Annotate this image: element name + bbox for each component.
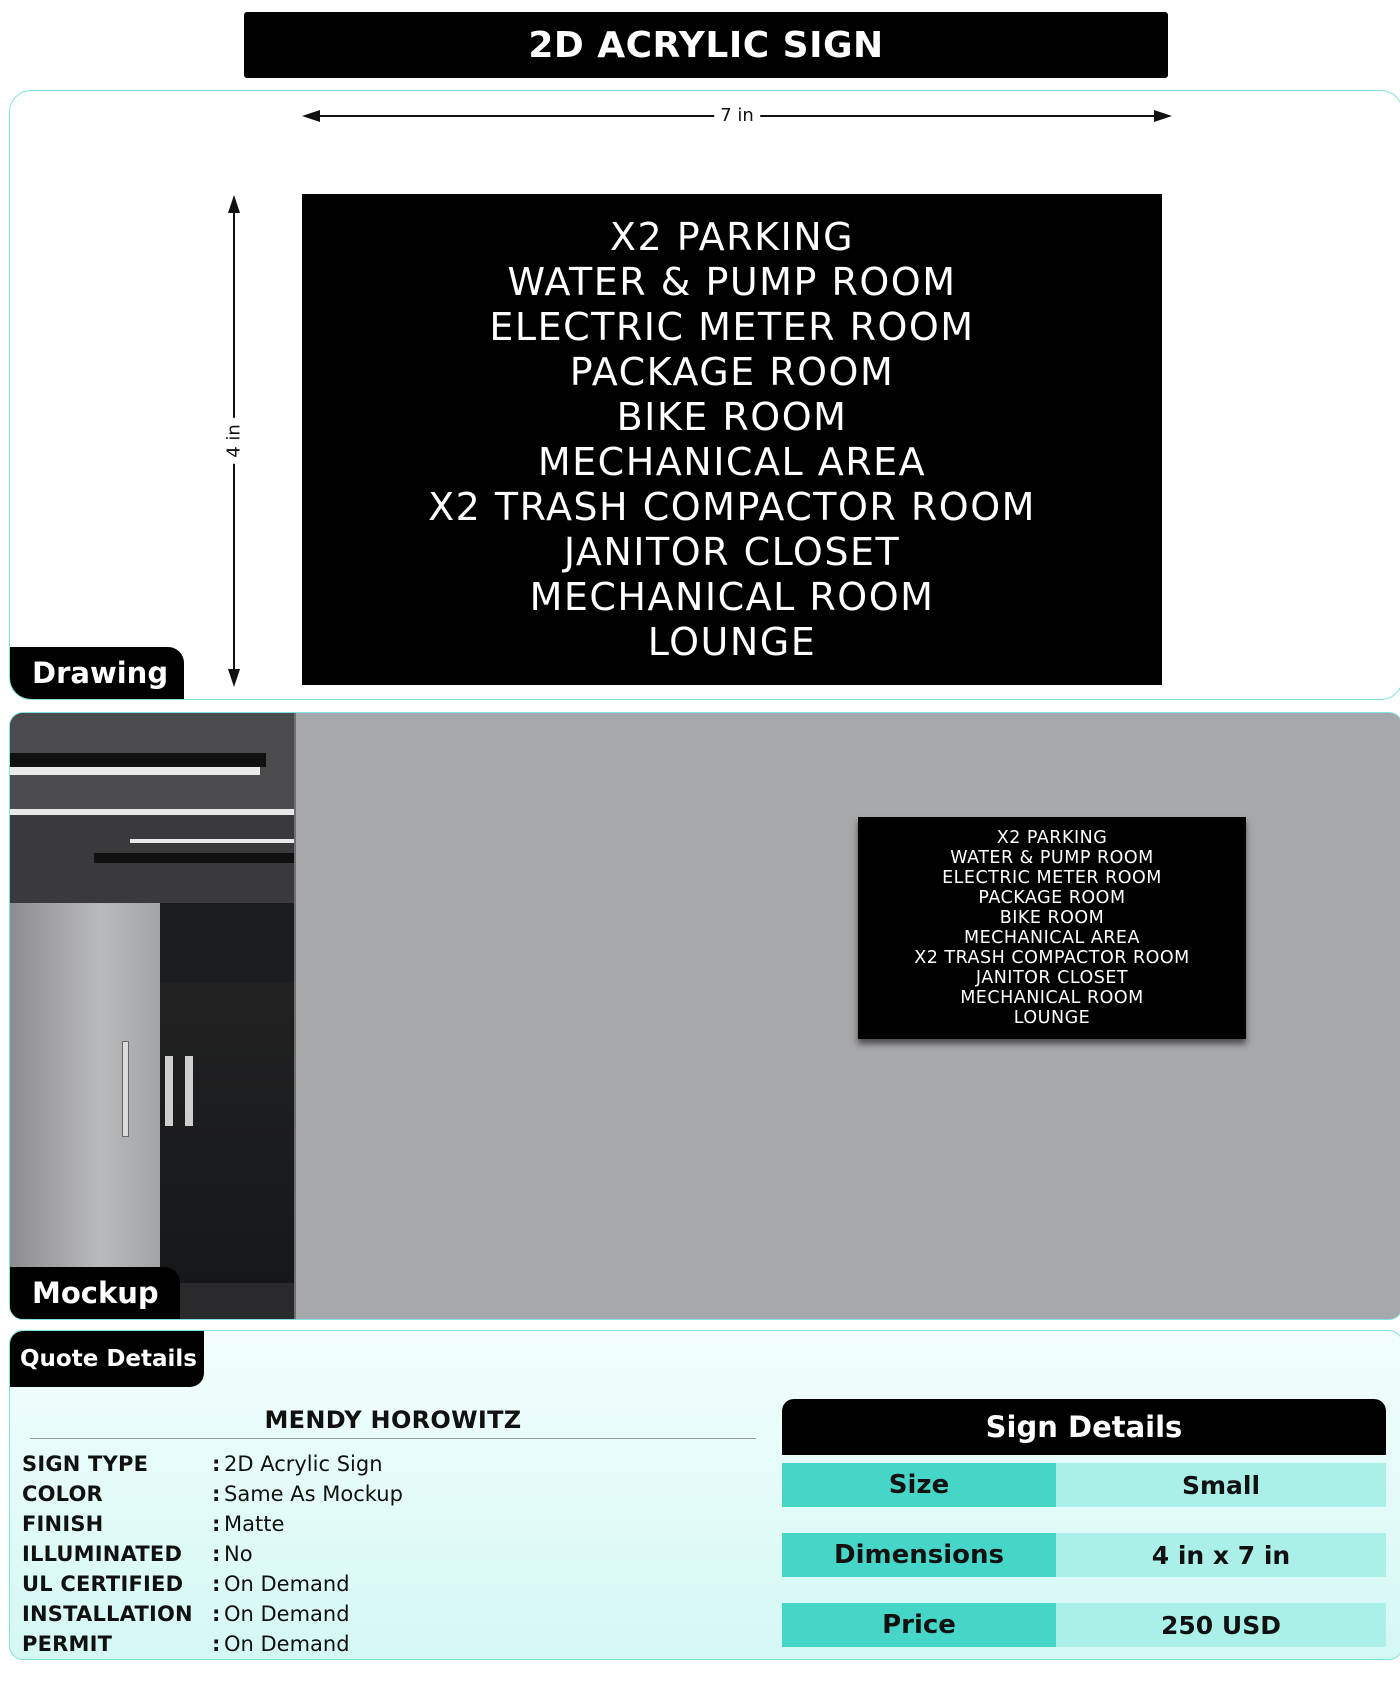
sign-line: LOUNGE xyxy=(1013,1008,1091,1028)
sign-details-key: Size xyxy=(782,1463,1056,1507)
sign-line: JANITOR CLOSET xyxy=(563,529,901,574)
sign-line: ELECTRIC METER ROOM xyxy=(942,868,1162,888)
spec-colon: : xyxy=(212,1512,221,1536)
sign-mockup xyxy=(858,817,1246,1039)
wall-edge xyxy=(294,713,296,1320)
sign-line: JANITOR CLOSET xyxy=(975,968,1129,988)
sign-drawing xyxy=(302,194,1162,685)
ceiling-light xyxy=(130,839,296,843)
sign-line: PACKAGE ROOM xyxy=(978,888,1126,908)
sign-line: BIKE ROOM xyxy=(616,394,848,439)
spec-key: SIGN TYPE xyxy=(22,1452,149,1476)
sign-line: WATER & PUMP ROOM xyxy=(950,848,1154,868)
door-handle xyxy=(122,1041,129,1137)
spec-colon: : xyxy=(212,1452,221,1476)
glass-wall xyxy=(10,903,160,1320)
spec-colon: : xyxy=(212,1632,221,1656)
width-label: 7 in xyxy=(714,105,760,126)
spec-colon: : xyxy=(212,1602,221,1626)
customer-name: MENDY HOROWITZ xyxy=(30,1403,756,1439)
spec-value: On Demand xyxy=(224,1602,350,1626)
spec-value: 2D Acrylic Sign xyxy=(224,1452,383,1476)
door-handle xyxy=(185,1056,193,1126)
spec-row xyxy=(22,1479,722,1509)
sign-line: PACKAGE ROOM xyxy=(569,349,895,394)
sign-line: MECHANICAL AREA xyxy=(964,928,1140,948)
spec-row xyxy=(22,1629,722,1659)
drawing-panel xyxy=(9,90,1400,700)
sign-line: MECHANICAL ROOM xyxy=(960,988,1144,1008)
spec-value: On Demand xyxy=(224,1572,350,1596)
spec-row xyxy=(22,1509,722,1539)
sign-line: MECHANICAL AREA xyxy=(537,439,927,484)
arrow-up-icon xyxy=(228,195,240,213)
arrow-left-icon xyxy=(302,110,320,122)
height-dimension xyxy=(223,195,245,687)
sign-details-value: 250 USD xyxy=(1056,1603,1386,1647)
quote-panel xyxy=(9,1330,1400,1660)
spec-value: Matte xyxy=(224,1512,285,1536)
sign-line: X2 PARKING xyxy=(996,828,1108,848)
mockup-room-photo xyxy=(10,713,296,1320)
spec-row xyxy=(22,1539,722,1569)
sign-details-row-price xyxy=(782,1603,1386,1647)
quote-details-tab: Quote Details xyxy=(10,1331,204,1387)
sign-details-key: Price xyxy=(782,1603,1056,1647)
spec-key: UL CERTIFIED xyxy=(22,1572,184,1596)
width-dimension xyxy=(302,105,1172,126)
sign-line: ELECTRIC METER ROOM xyxy=(489,304,975,349)
sign-details-value: Small xyxy=(1056,1463,1386,1507)
spec-row xyxy=(22,1599,722,1629)
sign-details-row-dimensions xyxy=(782,1533,1386,1577)
spec-row xyxy=(22,1569,722,1599)
sign-line: MECHANICAL ROOM xyxy=(529,574,935,619)
spec-colon: : xyxy=(212,1572,221,1596)
sign-details-row-size xyxy=(782,1463,1386,1507)
sign-line: BIKE ROOM xyxy=(999,908,1105,928)
spec-colon: : xyxy=(212,1482,221,1506)
spec-colon: : xyxy=(212,1542,221,1566)
spec-value: Same As Mockup xyxy=(224,1482,403,1506)
spec-key: FINISH xyxy=(22,1512,104,1536)
sign-line: X2 TRASH COMPACTOR ROOM xyxy=(428,484,1036,529)
arrow-down-icon xyxy=(228,669,240,687)
sign-line: X2 PARKING xyxy=(609,214,855,259)
height-label: 4 in xyxy=(224,418,245,464)
ceiling-light xyxy=(10,809,296,815)
spec-key: PERMIT xyxy=(22,1632,113,1656)
mockup-panel xyxy=(9,712,1400,1320)
spec-row xyxy=(22,1449,722,1479)
sign-details-header: Sign Details xyxy=(782,1399,1386,1455)
spec-value: On Demand xyxy=(224,1632,350,1656)
sign-details-key: Dimensions xyxy=(782,1533,1056,1577)
spec-list xyxy=(22,1449,722,1659)
mockup-tab: Mockup xyxy=(10,1267,180,1319)
door-handle xyxy=(165,1056,173,1126)
ceiling-beam xyxy=(10,753,266,767)
arrow-right-icon xyxy=(1154,110,1172,122)
sign-line: WATER & PUMP ROOM xyxy=(507,259,957,304)
ceiling-light xyxy=(10,767,260,775)
ceiling-beam xyxy=(94,853,296,863)
spec-key: ILLUMINATED xyxy=(22,1542,183,1566)
spec-key: COLOR xyxy=(22,1482,103,1506)
drawing-tab: Drawing xyxy=(10,647,184,699)
sign-details-value: 4 in x 7 in xyxy=(1056,1533,1386,1577)
glass-door-panel xyxy=(160,983,296,1283)
sign-line: LOUNGE xyxy=(647,619,817,664)
spec-key: INSTALLATION xyxy=(22,1602,193,1626)
sign-line: X2 TRASH COMPACTOR ROOM xyxy=(914,948,1190,968)
spec-value: No xyxy=(224,1542,253,1566)
page-title: 2D ACRYLIC SIGN xyxy=(244,12,1168,78)
